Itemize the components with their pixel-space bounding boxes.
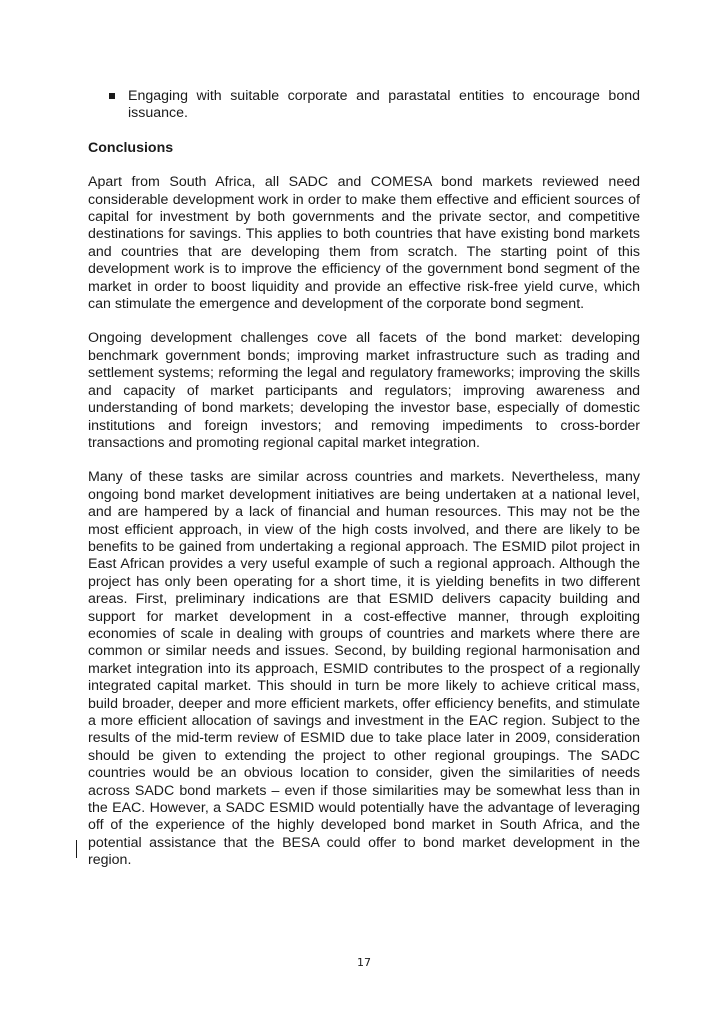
paragraph-1: Apart from South Africa, all SADC and COMESA bond markets reviewed need considerable development work in order to make them effective and efficient sources of capital for investment by both governments and the private sector, and competitive destinations for savings. This applies to both countries that have existing bond markets and countries that are developing them from scratch. The starting point of this development work is to improve the efficiency of the government bond segment of the market in order to boost liquidity and provide an effective risk-free yield curve, which can stimulate the emergence and development of the corporate bond segment.	[88, 174, 640, 313]
square-bullet-icon	[109, 93, 115, 99]
paragraph-2: Ongoing development challenges cove all facets of the bond market: developing benchmark government bonds; improving market infrastructure such as trading and settlement systems; reforming the legal and regulatory frameworks; improving the skills and capacity of market participants and regulators; improving awareness and understanding of bond markets; developing the investor base, especially of domestic institutions and foreign investors; and removing impediments to cross-border transactions and promoting regional capital market integration.	[88, 330, 640, 451]
paragraph-3: Many of these tasks are similar across countries and markets. Nevertheless, many ongoing bond market development initiatives are being undertaken at a national level, and are hampered by a lack of financial and human resources. This may not be the most efficient approach, in view of the high costs involved, and there are likely to be benefits to be gained from undertaking a regional approach. The ESMID pilot project in East African provides a very useful example of such a regional approach. Although the project has only been operating for a short time, it is yielding benefits in two different areas. First, preliminary indications are that ESMID delivers capacity building and support for market development in a cost-effective manner, through exploiting economies of scale in dealing with groups of countries and markets where there are common or similar needs and issues. Second, by building regional harmonisation and market integration into its approach, ESMID contributes to the prospect of a regionally integrated capital market. This should in turn be more likely to achieve critical mass, build broader, deeper and more efficient markets, offer efficiency benefits, and stimulate a more efficient allocation of savings and investment in the EAC region. Subject to the results of the mid-term review of ESMID due to take place later in 2009, consideration should be given to extending the project to other regional groupings. The SADC countries would be an obvious location to consider, given the similarities of needs across SADC bond markets – even if those similarities may be somewhat less than in the EAC. However, a SADC ESMID would potentially have the advantage of leveraging off of the experience of the highly developed bond market in South Africa, and the potential assistance that the BESA could offer to bond market development in the region.	[88, 469, 640, 869]
page-number: 17	[357, 956, 371, 969]
section-heading: Conclusions	[88, 139, 174, 156]
revision-change-bar	[76, 840, 77, 858]
bullet-item	[88, 88, 640, 123]
bullet-text: Engaging with suitable corporate and parastatal entities to encourage bond issuance.	[128, 88, 640, 122]
page-content	[88, 88, 640, 887]
